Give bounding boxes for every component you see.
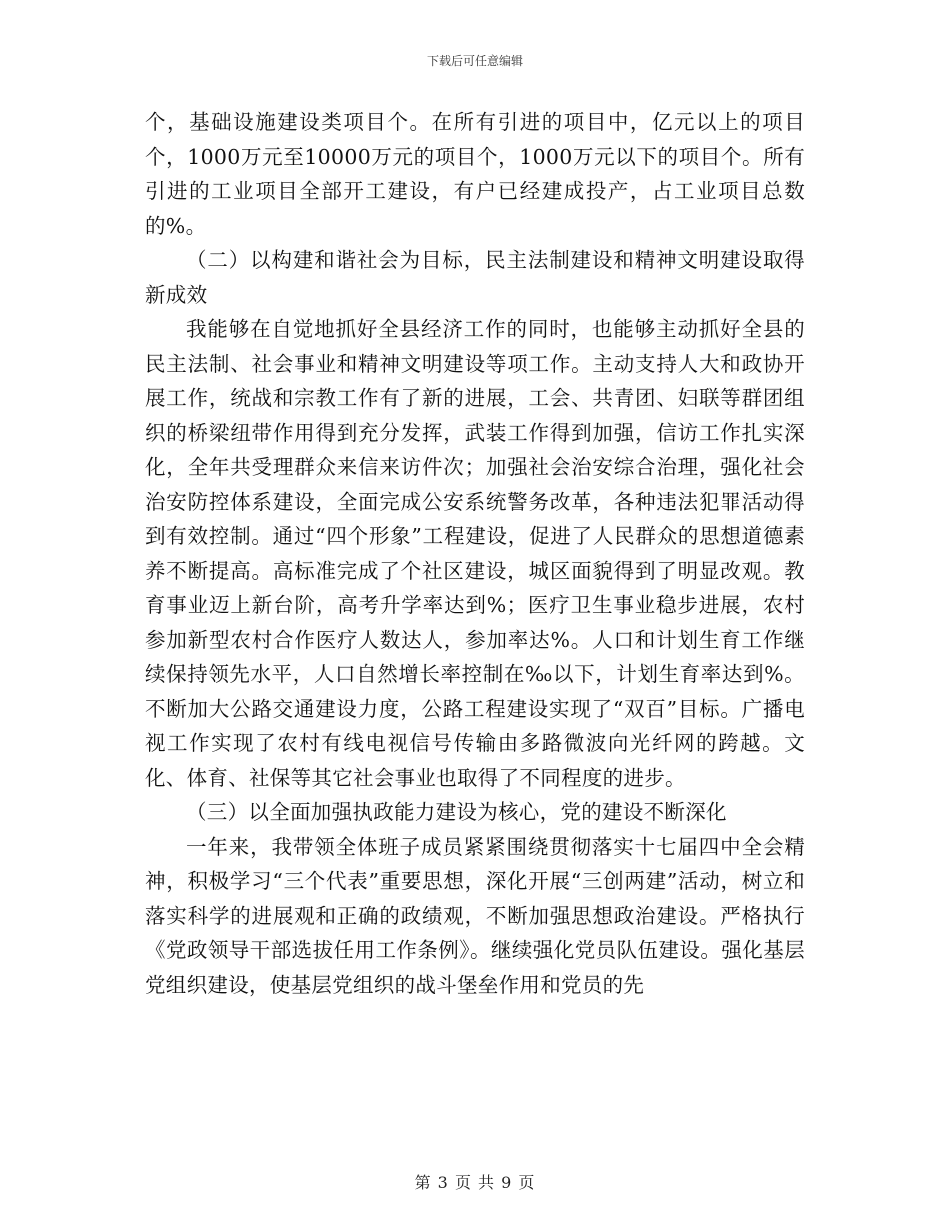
paragraph-democracy: 我能够在自觉地抓好全县经济工作的同时，也能够主动抓好全县的民主法制、社会事业和精神文明建设等项工作。主动支持人大和政协开展工作，统战和宗教工作有了新的进展，工会、共青团、妇联等群团组织的桥梁纽带作用得到充分发挥，武装工作得到加强，信访工作扎实深化，全年共受理群众来信来访件次；加强社会治安综合治理，强化社会治安防控体系建设，全面完成公安系统警务改革，各种违法犯罪活动得到有效控制。通过“四个形象”工程建设，促进了人民群众的思想道德素养不断提高。高标准完成了个社区建设，城区面貌得到了明显改观。教育事业迈上新台阶，高考升学率达到%；医疗卫生事业稳步进展，农村参加新型农村合作医疗人数达人，参加率达%。人口和计划生育工作继续保持领先水平，人口自然增长率控制在‰以下，计划生育率达到%。不断加大公路交通建设力度，公路工程建设实现了“双百”目标。广播电视工作实现了农村有线电视信号传输由多路微波向光纤网的跨越。文化、体育、社保等其它社会事业也取得了不同程度的进步。 (145, 317, 805, 790)
document-body (145, 105, 805, 1002)
page-footer: 第 3 页 共 9 页 (414, 1173, 536, 1192)
section-heading-3: （三）以全面加强执政能力建设为核心，党的建设不断深化 (186, 800, 727, 824)
section-heading-2: （二）以构建和谐社会为目标，民主法制建设和精神文明建设取得新成效 (145, 248, 805, 307)
paragraph-continued: 个，基础设施建设类项目个。在所有引进的项目中，亿元以上的项目个，1000万元至10000万元的项目个，1000万元以下的项目个。所有引进的工业项目全部开工建设，有户已经建成投产，占工业项目总数的%。 (145, 110, 805, 238)
page-header: 下载后可任意编辑 (426, 54, 523, 68)
paragraph-party-building: 一年来，我带领全体班子成员紧紧围绕贯彻落实十七届四中全会精神，积极学习“三个代表”重要思想，深化开展“三创两建”活动，树立和落实科学的进展观和正确的政绩观，不断加强思想政治建设。严格执行《党政领导干部选拔任用工作条例》。继续强化党员队伍建设。强化基层党组织建设，使基层党组织的战斗堡垒作用和党员的先 (145, 834, 805, 997)
